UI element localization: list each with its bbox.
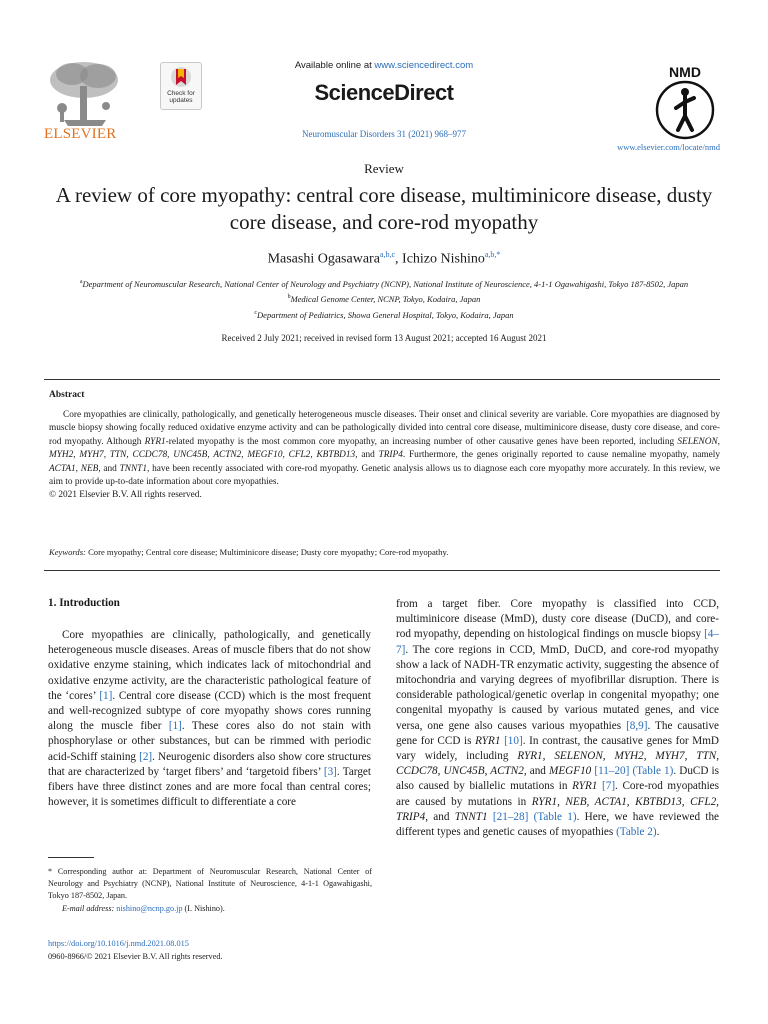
author-list: Masashi Ogasawara$^{a,b,c}$, Ichizo Nishino$^{a,b,*}$ <box>267 250 501 267</box>
page-footer <box>48 938 223 963</box>
body-column-right: from a target fiber. Core myopathy is classified into CCD, multiminicore disease (MmD), dusty core disease (DuCD), and core-rod myopathy, depending on histological findings on muscle biopsy [4–7]. The core regions in CCD, MmD, DuCD, and core-rod myopathy show a lack of NADH-TR enzymatic activity, suggesting the absence of mitochondria and varying degrees of myofibrillar disruption. There is considerable pathological/genetic overlap in congenital myopathy; one congenital myopathy is caused by various mutated genes, and vice versa, one gene also causes various myopathies [8,9]. The causative gene for CCD is RYR1 [10]. In contrast, the causative genes for MmD vary widely, including RYR1, SELENON, MYH2, MYH7, TTN, CCDC78, UNC45B, ACTN2, and MEGF10 [11–20] (Table 1). DuCD is also caused by biallelic mutations in RYR1 [7]. Core-rod myopathies are caused by mutations in RYR1, NEB, ACTA1, KBTBD13, CFL2, TRIP4, and TNNT1 [21–28] (Table 1). Here, we have reviewed the different types and genetic causes of myopathies (Table 2). <box>396 598 720 839</box>
citation-link[interactable]: [4–7] <box>396 628 719 656</box>
citation-link[interactable]: [21–28] <box>492 810 529 823</box>
email-link[interactable]: nishino@ncnp.go.jp <box>116 903 183 913</box>
citation-link[interactable]: [11–20] <box>594 765 630 778</box>
affiliation: $^c$Department of Pediatrics, Showa General Hospital, Tokyo, Kodaira, Japan <box>254 309 514 320</box>
citation-link[interactable]: [7] <box>602 780 616 793</box>
journal-homepage-link[interactable]: www.elsevier.com/locate/nmd <box>617 142 720 152</box>
citation-link[interactable]: [10] <box>504 734 523 747</box>
author-affil-marks[interactable]: a,b,c <box>379 250 396 259</box>
article-type: Review <box>364 161 404 176</box>
abstract-copyright: © 2021 Elsevier B.V. All rights reserved. <box>49 490 202 501</box>
section-heading: 1. Introduction <box>48 597 120 609</box>
footnote-rule <box>48 857 94 858</box>
citation-link[interactable]: [2] <box>139 750 153 763</box>
nmd-journal-logo <box>652 62 718 142</box>
author-name[interactable]: Masashi Ogasawara <box>267 251 380 267</box>
body-column-left: Core myopathies are clinically, pathologically, and genetically heterogeneous muscle diseases. Areas of muscle fibers that do not show oxidative enzyme staining, which indicates lack of mitochondrial and oxidative enzyme activity, are the characteristic pathological feature of the ‘cores’ [1]. Central core disease (CCD) which is the most frequent and well-recognized subtype of core myopathy shows cores running along the muscle fiber [1]. These cores also do not stain with phosphorylase or other substances, but can be rimmed with periodic acid-Schiff staining [2]. Neurogenic disorders also show core structures that are characterized by ‘target fibers’ and ‘targetoid fibers’ [3]. Target fibers have three distinct zones and are more focal than central cores; however, it is sometimes difficult to differentiate a core <box>48 629 371 809</box>
journal-citation[interactable]: Neuromuscular Disorders 31 (2021) 968–977 <box>302 129 466 139</box>
divider <box>44 379 720 380</box>
author-name[interactable]: Ichizo Nishino <box>402 251 485 267</box>
citation-link[interactable]: [1] <box>168 720 182 733</box>
table-link[interactable]: (Table 1) <box>632 765 674 778</box>
citation-link[interactable]: [1] <box>99 689 113 702</box>
article-dates: Received 2 July 2021; received in revised form 13 August 2021; accepted 16 August 2021 <box>221 333 547 343</box>
affiliation: $^a$Department of Neuromuscular Research, National Center of Neurology and Psychiatry (NCNP), National Institute of Neuroscience, 4-1-1 Ogawahigashi, Tokyo 187-8502, Japan <box>79 278 689 289</box>
keywords: Keywords: Core myopathy; Central core disease; Multiminicore disease; Dusty core myopathy; Core-rod myopathy. <box>49 547 449 557</box>
issn-copyright: 0960-8966/© 2021 Elsevier B.V. All rights reserved. <box>48 951 223 961</box>
affiliation: $^b$Medical Genome Center, NCNP, Tokyo, Kodaira, Japan <box>287 294 481 305</box>
table-link[interactable]: (Table 1) <box>533 810 577 823</box>
divider <box>44 570 720 571</box>
publisher-wordmark: ELSEVIER <box>44 126 117 142</box>
article-title: A review of core myopathy: central core disease, multiminicore disease, dusty core disease, and core-rod myopathy <box>55 183 713 234</box>
sciencedirect-link[interactable]: www.sciencedirect.com <box>374 60 474 71</box>
citation-link[interactable]: [3] <box>323 765 337 778</box>
author-affil-marks[interactable]: a,b,* <box>484 250 501 259</box>
available-online: Available online at www.sciencedirect.com <box>294 60 474 71</box>
doi-link[interactable]: https://doi.org/10.1016/j.nmd.2021.08.015 <box>48 939 189 948</box>
nmd-logo-text: NMD <box>669 64 701 80</box>
sciencedirect-brand: ScienceDirect <box>314 80 454 105</box>
citation-link[interactable]: [8,9] <box>626 719 648 732</box>
check-for-updates-label: Check for updates <box>167 90 195 104</box>
table-link[interactable]: (Table 2) <box>616 826 657 839</box>
abstract-heading: Abstract <box>49 390 85 400</box>
abstract-body: Core myopathies are clinically, pathologically, and genetically heterogeneous muscle diseases. Their onset and clinical severity are variable. Core myopathies are diagnosed by muscle biopsy showing focally reduced oxidative enzyme activity and can be pathologically divided into central core disease, multiminicore disease, dusty core disease, and core-rod myopathy. Although RYR1-related myopathy is the most common core myopathy, an increasing number of other causative genes have been reported, including SELENON, MYH2, MYH7, TTN, CCDC78, UNC45B, ACTN2, MEGF10, CFL2, KBTBD13, and TRIP4. Furthermore, the genes originally reported to cause nemaline myopathy, namely ACTA1, NEB, and TNNT1, have been recently associated with core-rod myopathy. Genetic analysis allows us to diagnose each core myopathy more accurately. In this review, we aim to provide up-to-date information about core myopathies. © 2021 Elsevier B.V. All rights reserved. <box>49 409 720 503</box>
affiliations <box>44 276 724 322</box>
corresponding-author-footnote: * Corresponding author at: Department of Neuromuscular Research, National Center of Neurology and Psychiatry (NCNP), National Institute of Neuroscience, 4-1-1 Ogawahigashi, Tokyo 187-8502, Japan. E-mail address: nishino@ncnp.go.jp (I. Nishino). <box>48 867 373 913</box>
